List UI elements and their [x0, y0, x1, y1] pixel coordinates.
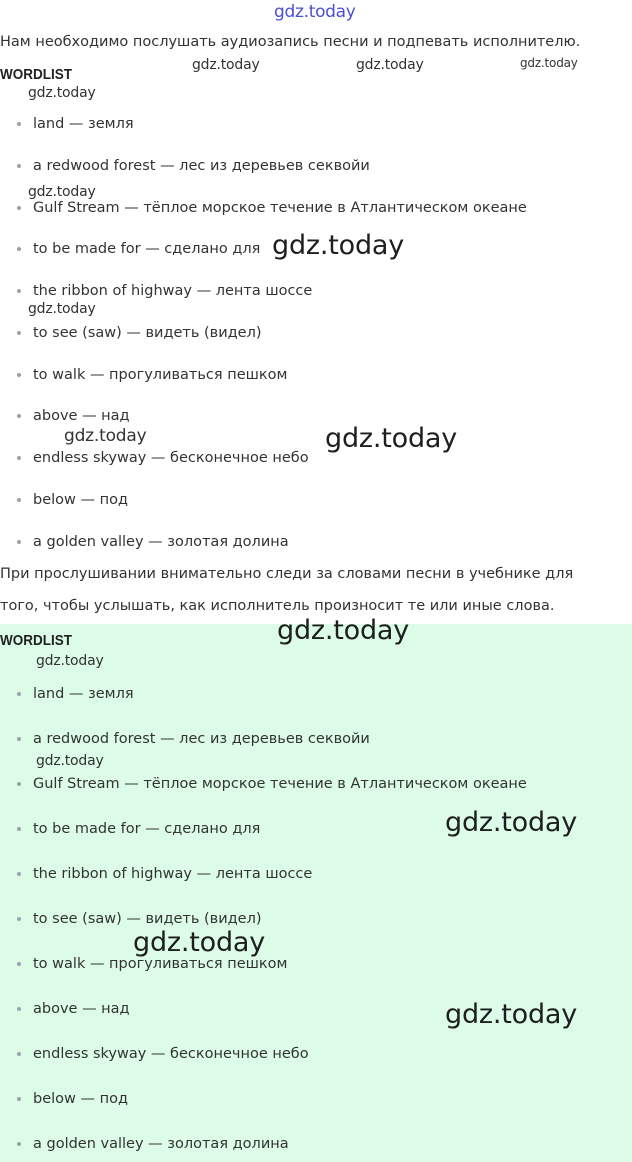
bullet-icon	[17, 414, 21, 418]
bullet-icon	[17, 827, 21, 831]
watermark: gdz.today	[277, 615, 410, 646]
watermark: gdz.today	[64, 426, 147, 446]
bullet-icon	[17, 962, 21, 966]
bullet-icon	[17, 456, 21, 460]
list-item: to walk — прогуливаться пешком	[17, 367, 287, 383]
bullet-icon	[17, 540, 21, 544]
bullet-icon	[17, 872, 21, 876]
wordlist-title: WORDLIST	[0, 66, 72, 83]
list-item: Gulf Stream — тёплое морское течение в Атлантическом океане	[17, 200, 527, 216]
instruction-line-2: того, чтобы услышать, как исполнитель произносит те или иные слова.	[0, 598, 555, 614]
bullet-icon	[17, 331, 21, 335]
bullet-icon	[17, 1007, 21, 1011]
bullet-icon	[17, 692, 21, 696]
watermark: gdz.today	[28, 301, 96, 317]
list-item: to see (saw) — видеть (видел)	[17, 911, 262, 927]
bullet-icon	[17, 247, 21, 251]
watermark: gdz.today	[192, 57, 260, 73]
list-item: to see (saw) — видеть (видел)	[17, 325, 262, 341]
list-item: land — земля	[17, 686, 134, 702]
list-item: to be made for — сделано для	[17, 241, 260, 257]
watermark: gdz.today	[325, 423, 458, 454]
watermark: gdz.today	[445, 807, 578, 838]
bullet-icon	[17, 737, 21, 741]
list-item: to walk — прогуливаться пешком	[17, 956, 287, 972]
bullet-icon	[17, 289, 21, 293]
instruction-line-1: При прослушивании внимательно следи за словами песни в учебнике для	[0, 566, 574, 582]
list-item: land — земля	[17, 116, 134, 132]
watermark: gdz.today	[272, 230, 405, 261]
bullet-icon	[17, 206, 21, 210]
bullet-icon	[17, 498, 21, 502]
list-item: below — под	[17, 492, 128, 508]
list-item: above — над	[17, 408, 130, 424]
list-item: the ribbon of highway — лента шоссе	[17, 866, 312, 882]
bullet-icon	[17, 1142, 21, 1146]
list-item: endless skyway — бесконечное небо	[17, 1046, 309, 1062]
list-item: below — под	[17, 1091, 128, 1107]
list-item: to be made for — сделано для	[17, 821, 260, 837]
bullet-icon	[17, 917, 21, 921]
bullet-icon	[17, 1097, 21, 1101]
watermark: gdz.today	[133, 927, 266, 958]
list-item: a redwood forest — лес из деревьев секвойи	[17, 158, 370, 174]
watermark: gdz.today	[445, 999, 578, 1030]
list-item: Gulf Stream — тёплое морское течение в Атлантическом океане	[17, 776, 527, 792]
watermark: gdz.today	[36, 653, 104, 669]
wordlist-panel	[0, 624, 632, 1162]
bullet-icon	[17, 373, 21, 377]
bullet-icon	[17, 122, 21, 126]
list-item: a golden valley — золотая долина	[17, 534, 289, 550]
list-item: above — над	[17, 1001, 130, 1017]
list-item: the ribbon of highway — лента шоссе	[17, 283, 312, 299]
watermark: gdz.today	[28, 85, 96, 101]
watermark: gdz.today	[356, 57, 424, 73]
list-item: a golden valley — золотая долина	[17, 1136, 289, 1152]
bullet-icon	[17, 782, 21, 786]
watermark: gdz.today	[36, 753, 104, 769]
list-item: a redwood forest — лес из деревьев секвойи	[17, 731, 370, 747]
watermark: gdz.today	[28, 184, 96, 200]
site-logo[interactable]: gdz.today	[274, 2, 356, 22]
list-item: endless skyway — бесконечное небо	[17, 450, 309, 466]
watermark: gdz.today	[520, 56, 578, 70]
intro-text: Нам необходимо послушать аудиозапись песни и подпевать исполнителю.	[0, 34, 581, 50]
bullet-icon	[17, 1052, 21, 1056]
wordlist-title: WORDLIST	[0, 632, 72, 649]
bullet-icon	[17, 164, 21, 168]
